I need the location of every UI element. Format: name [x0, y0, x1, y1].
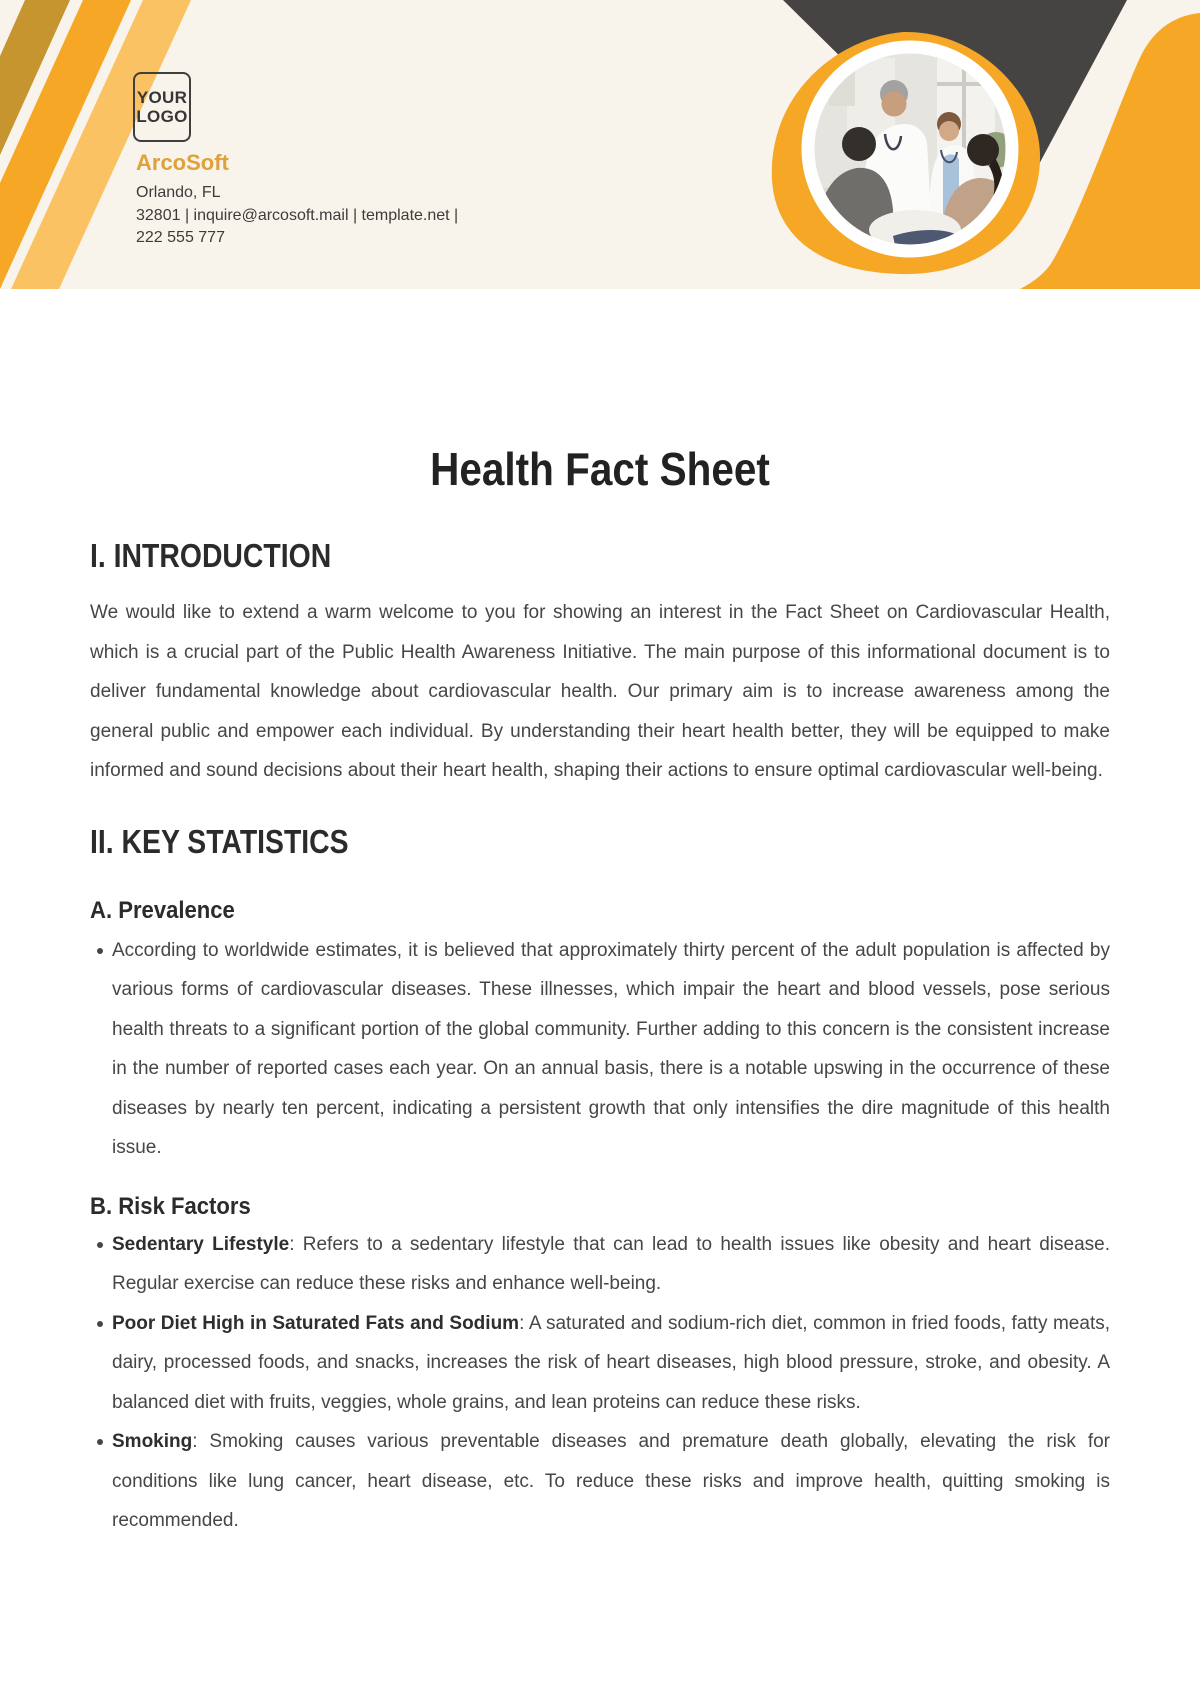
risk-factor-item-sedentary — [90, 1225, 1110, 1304]
label-separator: : — [192, 1431, 210, 1452]
contact-details: 32801 | inquire@arcosoft.mail | template.net | — [136, 206, 459, 224]
prevalence-bullet — [90, 931, 1110, 1168]
logo-line1: YOUR — [136, 88, 188, 107]
company-name: ArcoSoft — [136, 150, 229, 175]
letterhead — [0, 0, 1200, 289]
document-body — [90, 289, 1110, 1541]
risk-factor-text: A saturated and sodium-rich diet, common in fried foods, fatty meats, dairy, processed foods, and snacks, increases the risk of heart diseases, high blood pressure, stroke, and obesity. A balanced diet with fruits, veggies, whole grains, and lean proteins can reduce these risks. — [112, 1312, 1110, 1413]
risk-factor-label: Poor Diet High in Saturated Fats and Sodium — [112, 1312, 520, 1334]
section-key-statistics-heading: II. KEY STATISTICS — [90, 822, 349, 860]
page-title: Health Fact Sheet — [430, 443, 770, 495]
risk-factors-list — [90, 1225, 1110, 1541]
risk-factor-text: Smoking causes various preventable diseases and premature death globally, elevating the risk for conditions like lung cancer, heart disease, etc. To reduce these risks and improve health, quitting smoking is recommended. — [112, 1431, 1110, 1531]
logo-box — [133, 72, 191, 142]
risk-factor-label: Sedentary Lifestyle — [112, 1233, 290, 1255]
risk-factor-item-poor-diet — [90, 1304, 1110, 1423]
prevalence-bullet-text: According to worldwide estimates, it is believed that approximately thirty percent of the adult population is affected by various forms of cardiovascular diseases. These illnesses, which impair the heart and blood vessels, pose serious health threats to a significant portion of the global community. Further adding to this concern is the consistent increase in the number of reported cases each year. On an annual basis, there is a notable upswing in the occurrence of these diseases by nearly ten percent, indicating a persistent growth that only intensifies the dire magnitude of this health issue. — [112, 939, 1110, 1158]
risk-factor-item-smoking — [90, 1422, 1110, 1541]
section-introduction-heading: I. INTRODUCTION — [90, 537, 332, 574]
subsection-prevalence-heading: A. Prevalence — [90, 896, 235, 924]
contact-city: Orlando, FL — [136, 184, 221, 201]
label-separator: : — [289, 1233, 303, 1255]
introduction-paragraph: We would like to extend a warm welcome to you for showing an interest in the Fact Sheet on Cardiovascular Health, which is a crucial part of the Public Health Awareness Initiative. The main purpose of this informational document is to deliver fundamental knowledge about cardiovascular health. Our primary aim is to increase awareness among the general public and empower each individual. By understanding their heart health better, they will be equipped to make informed and sound decisions about their heart health, shaping their actions to ensure optimal cardiovascular well-being. — [90, 602, 1110, 781]
subsection-risk-factors-heading: B. Risk Factors — [90, 1192, 251, 1220]
risk-factor-text: Refers to a sedentary lifestyle that can lead to health issues like obesity and heart disease. Regular exercise can reduce these risks and enhance well-being. — [112, 1233, 1110, 1294]
contact-phone: 222 555 777 — [136, 229, 225, 246]
prevalence-list — [90, 931, 1110, 1168]
medical-team-photo — [799, 38, 1021, 260]
contact-info — [136, 182, 458, 250]
label-separator: : — [519, 1312, 529, 1334]
logo-line2: LOGO — [136, 107, 188, 126]
risk-factor-label: Smoking — [112, 1431, 193, 1452]
